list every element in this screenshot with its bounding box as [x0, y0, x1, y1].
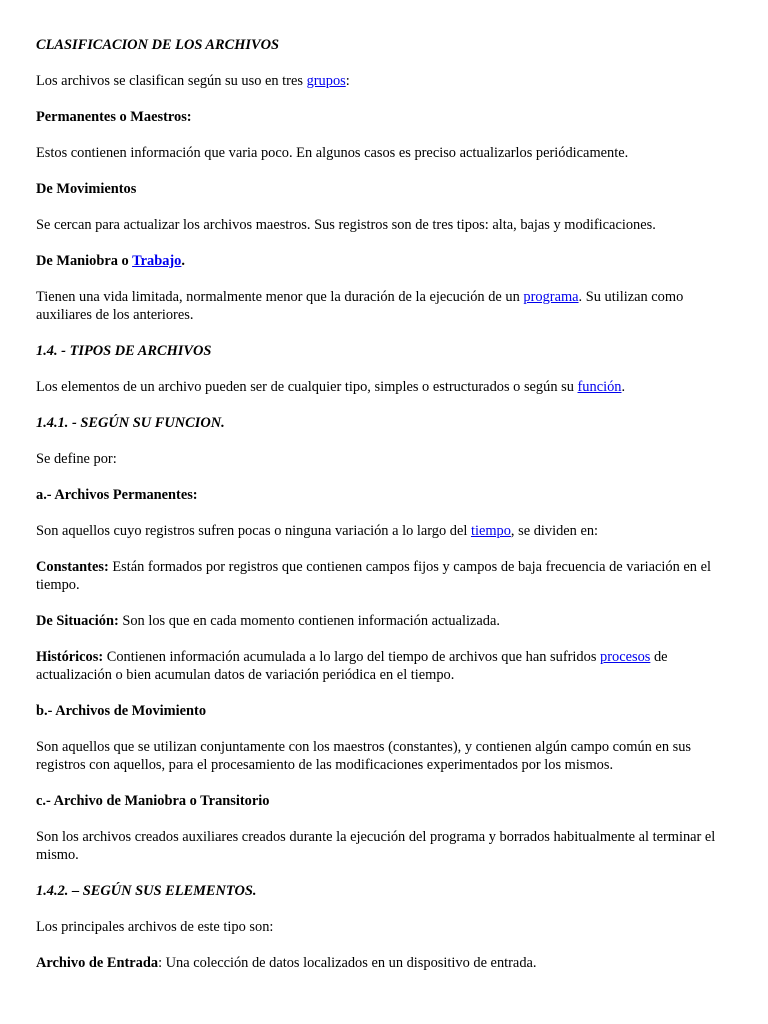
label-historicos: Históricos:	[36, 649, 104, 665]
paragraph-archivo-entrada	[36, 954, 736, 972]
text-constantes: Están formados por registros que contienen campos fijos y campos de baja frecuencia de variación en el tiempo.	[36, 559, 711, 593]
paragraph-tipos	[36, 378, 736, 396]
heading-maniobra-end: .	[181, 253, 185, 269]
link-trabajo[interactable]: Trabajo	[132, 253, 182, 269]
paragraph-maniobra-end: . Su utilizan como auxiliares de los anteriores.	[36, 289, 684, 323]
link-grupos[interactable]: grupos	[306, 73, 346, 89]
text-historicos-end: de actualización o bien acumulan datos de variación periódica en el tiempo.	[36, 649, 668, 683]
paragraph-maniobra-text: Tienen una vida limitada, normalmente menor que la duración de la ejecución de un	[36, 289, 524, 305]
label-archivo-entrada: Archivo de Entrada	[36, 955, 159, 971]
paragraph-movimientos: Se cercan para actualizar los archivos maestros. Sus registros son de tres tipos: alta, bajas y modificaciones.	[36, 217, 656, 233]
intro-text-end: :	[345, 73, 350, 89]
heading-segun-sus-elementos: 1.4.2. – SEGÚN SUS ELEMENTOS.	[36, 883, 257, 899]
paragraph-permanentes: Estos contienen información que varia poco. En algunos casos es preciso actualizarlos periódicamente.	[36, 145, 629, 161]
document-body	[36, 36, 736, 990]
link-funcion[interactable]: función	[577, 379, 622, 395]
paragraph-principales: Los principales archivos de este tipo son:	[36, 919, 274, 935]
paragraph-archivos-permanentes	[36, 522, 736, 540]
link-tiempo[interactable]: tiempo	[470, 523, 511, 539]
paragraph-tipos-end: .	[621, 379, 626, 395]
heading-segun-su-funcion: 1.4.1. - SEGÚN SU FUNCION.	[36, 415, 225, 431]
paragraph-archivo-maniobra: Son los archivos creados auxiliares creados durante la ejecución del programa y borrados habitualmente al terminar el mismo.	[36, 829, 716, 863]
text-situacion: Son los que en cada momento contienen información actualizada.	[118, 613, 500, 629]
text-archivo-entrada: : Una colección de datos localizados en un dispositivo de entrada.	[158, 955, 537, 971]
paragraph-archivos-movimiento: Son aquellos que se utilizan conjuntamente con los maestros (constantes), y contienen algún campo común en sus registros con aquellos, para el procesamiento de las modificaciones experimentados por los mismos.	[36, 739, 692, 773]
paragraph-maniobra	[36, 288, 736, 324]
heading-archivo-maniobra: c.- Archivo de Maniobra o Transitorio	[36, 793, 270, 809]
heading-archivos-movimiento: b.- Archivos de Movimiento	[36, 703, 207, 719]
paragraph-situacion	[36, 612, 736, 630]
paragraph-historicos	[36, 648, 736, 684]
label-constantes: Constantes:	[36, 559, 109, 575]
intro-text: Los archivos se clasifican según su uso en tres	[36, 73, 307, 89]
text-historicos: Contienen información acumulada a lo largo del tiempo de archivos que han sufridos	[103, 649, 601, 665]
heading-maniobra	[36, 252, 736, 270]
label-situacion: De Situación:	[36, 613, 119, 629]
intro-paragraph	[36, 72, 736, 90]
heading-archivos-permanentes: a.- Archivos Permanentes:	[36, 487, 198, 503]
paragraph-tipos-text: Los elementos de un archivo pueden ser de cualquier tipo, simples o estructurados o según su	[36, 379, 578, 395]
paragraph-se-define: Se define por:	[36, 451, 117, 467]
paragraph-archivos-permanentes-text: Son aquellos cuyo registros sufren pocas o ninguna variación a lo largo del	[36, 523, 471, 539]
document-title: CLASIFICACION DE LOS ARCHIVOS	[36, 37, 279, 53]
heading-maniobra-text: De Maniobra o	[36, 253, 133, 269]
link-procesos[interactable]: procesos	[600, 649, 651, 665]
heading-movimientos: De Movimientos	[36, 181, 137, 197]
heading-tipos-de-archivos: 1.4. - TIPOS DE ARCHIVOS	[36, 343, 212, 359]
link-programa[interactable]: programa	[523, 289, 579, 305]
heading-permanentes: Permanentes o Maestros:	[36, 109, 192, 125]
paragraph-archivos-permanentes-end: , se dividen en:	[510, 523, 599, 539]
paragraph-constantes	[36, 558, 736, 594]
